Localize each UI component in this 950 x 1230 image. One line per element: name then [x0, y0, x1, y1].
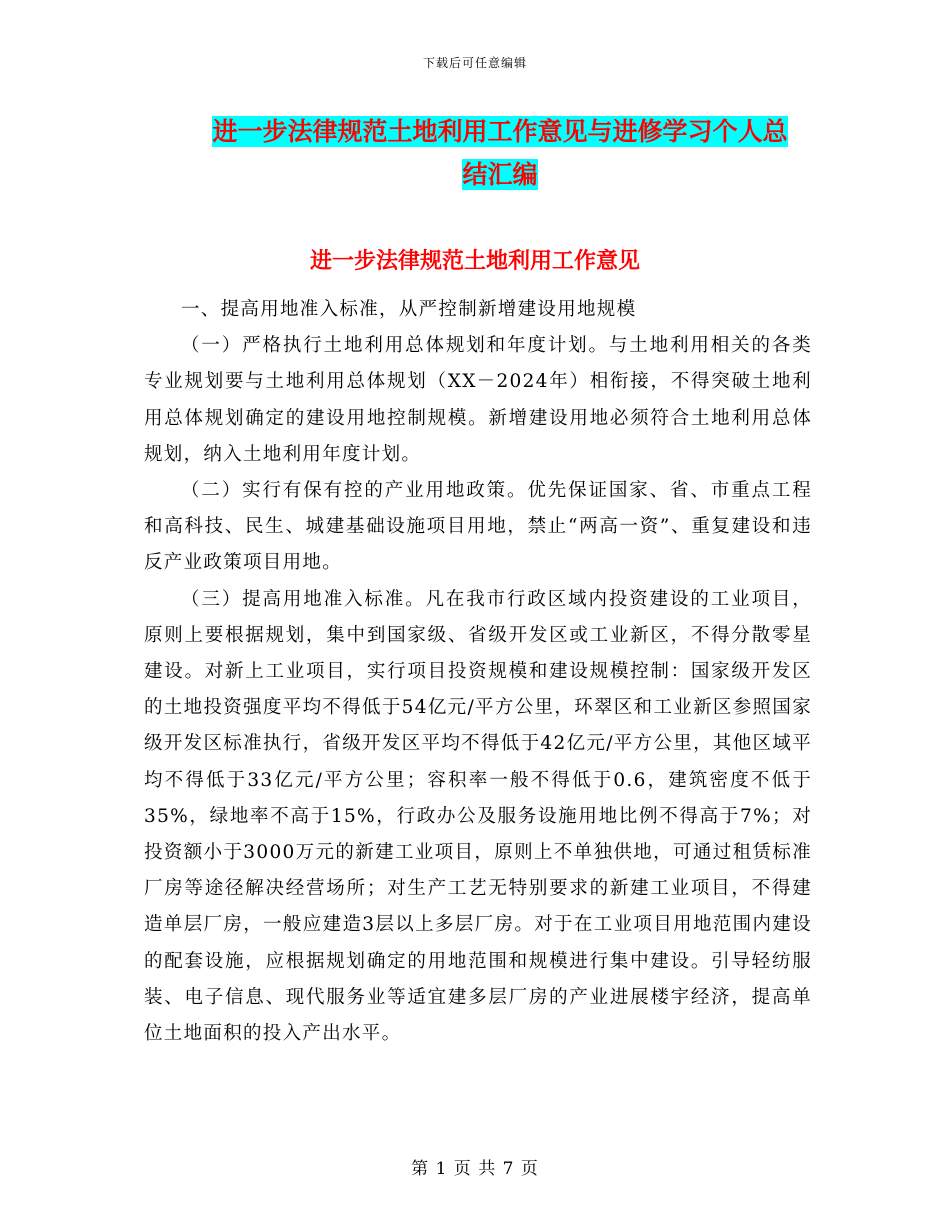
page-number-footer: 第 1 页 共 7 页 — [411, 1159, 539, 1179]
paragraph: （二）实行有保有控的产业用地政策。优先保证国家、省、市重点工程和高科技、民生、城建基础设施项目用地，禁止“两高一资”、重复建设和违反产业政策项目用地。 — [144, 480, 812, 574]
section-heading: 一、提高用地准入标准，从严控制新增建设用地规模 — [181, 299, 637, 320]
paragraph: （三）提高用地准入标准。凡在我市行政区域内投资建设的工业项目，原则上要根据规划，集中到国家级、省级开发区或工业新区，不得分散零星建设。对新上工业项目，实行项目投资规模和建设规模控制：国家级开发区的土地投资强度平均不得低于54亿元/平方公里，环翠区和工业新区参照国家级开发区标准执行，省级开发区平均不得低于42亿元/平方公里，其他区域平均不得低于33亿元/平方公里；容积率一般不得低于0.6，建筑密度不低于35%，绿地率不高于15%，行政办公及服务设施用地比例不得高于7%；对投资额小于3000万元的新建工业项目，原则上不单独供地，可通过租赁标准厂房等途径解决经营场所；对生产工艺无特别要求的新建工业项目，不得建造单层厂房，一般应建造3层以上多层厂房。对于在工业项目用地范围内建设的配套设施，应根据规划确定的用地范围和规模进行集中建设。引导轻纺服装、电子信息、现代服务业等适宜建多层厂房的产业进展楼宇经济，提高单位土地面积的投入产出水平。 — [144, 588, 812, 1045]
document-title — [150, 110, 850, 196]
document-title-line-2: 结汇编 — [462, 160, 538, 189]
page-header-note: 下载后可任意编辑 — [422, 56, 527, 70]
body-text — [144, 292, 812, 1052]
document-title-line-1: 进一步法律规范土地利用工作意见与进修学习个人总 — [212, 117, 788, 146]
section-title: 进一步法律规范土地利用工作意见 — [309, 248, 640, 274]
paragraph: （一）严格执行土地利用总体规划和年度计划。与土地利用相关的各类专业规划要与土地利用总体规划（XX－2024年）相衔接，不得突破土地利用总体规划确定的建设用地控制规模。新增建设用地必须符合土地利用总体规划，纳入土地利用年度计划。 — [144, 335, 812, 465]
